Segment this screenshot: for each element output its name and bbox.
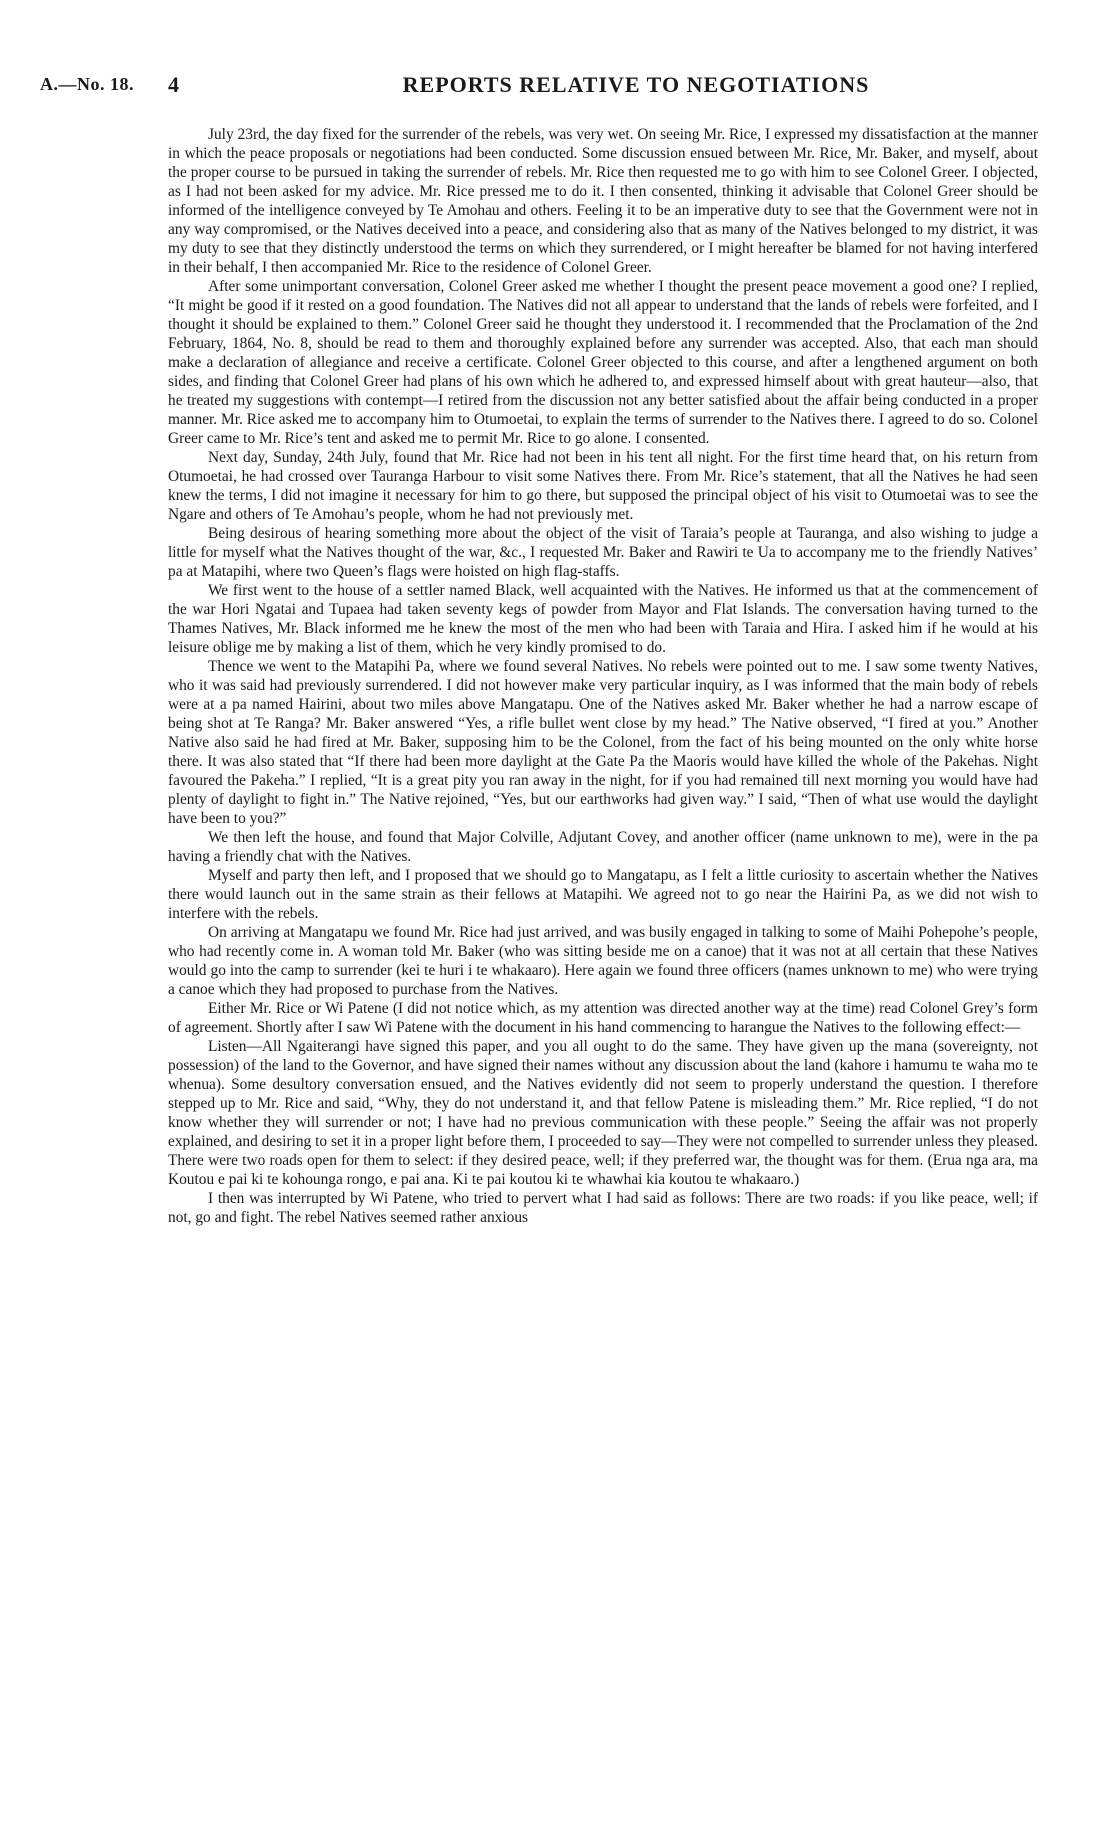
paragraph: Next day, Sunday, 24th July, found that Mr. Rice had not been in his tent all night. For the first time heard that, on his return from Otumoetai, he had crossed over Tauranga Harbour to visit some Natives there. From Mr. Rice’s statement, that all the Natives he had seen knew the terms, I did not imagine it necessary for him to go there, but supposed the principal object of his visit to Otumoetai was to see the Ngare and others of Te Amohau’s people, whom he had not previously met.: [168, 449, 1038, 523]
running-title: REPORTS RELATIVE TO NEGOTIATIONS: [402, 72, 870, 97]
page-number: 4: [168, 72, 179, 97]
paragraph: On arriving at Mangatapu we found Mr. Rice had just arrived, and was busily engaged in talking to some of Maihi Pohepohe’s people, who had recently come in. A woman told Mr. Baker (who was sitting beside me on a canoe) that it was not at all certain that these Natives would go into the camp to surrender (kei te huri i te whakaaro). Here again we found three officers (names unknown to me) who were trying a canoe which they had proposed to purchase from the Natives.: [168, 924, 1038, 998]
paragraph: Either Mr. Rice or Wi Patene (I did not notice which, as my attention was directed another way at the time) read Colonel Grey’s form of agreement. Shortly after I saw Wi Patene with the document in his hand commencing to harangue the Natives to the following effect:—: [168, 1000, 1038, 1036]
paragraph: Thence we went to the Matapihi Pa, where we found several Natives. No rebels were pointed out to me. I saw some twenty Natives, who it was said had previously surrendered. I did not however make very particular inquiry, as I was informed that the main body of rebels were at a pa named Hairini, about two miles above Mangatapu. One of the Natives asked Mr. Baker whether he had a narrow escape of being shot at Te Ranga? Mr. Baker answered “Yes, a rifle bullet went close by my head.” The Native observed, “I fired at you.” Another Native also said he had fired at Mr. Baker, supposing him to be the Colonel, from the fact of his being mounted on the only white horse there. It was also stated that “If there had been more daylight at the Gate Pa the Maoris would have killed the whole of the Pakehas. Night favoured the Pakeha.” I replied, “It is a great pity you ran away in the night, for if you had remained till next morning you would have had plenty of daylight to fight in.” The Native rejoined, “Yes, but our earthworks had given way.” I said, “Then of what use would the daylight have been to you?”: [168, 658, 1038, 827]
paragraph: I then was interrupted by Wi Patene, who tried to pervert what I had said as follows: There are two roads: if you like peace, well; if not, go and fight. The rebel Natives seemed rather anxious: [168, 1190, 1038, 1226]
paragraph: Listen—All Ngaiterangi have signed this paper, and you all ought to do the same. They have given up the mana (sovereignty, not possession) of the land to the Governor, and have signed their names without any discussion about the land (kahore i hamumu te waha mo te whenua). Some desultory conversation ensued, and the Natives evidently did not seem to properly understand the question. I therefore stepped up to Mr. Rice and said, “Why, they do not understand it, and that fellow Patene is misleading them.” Mr. Rice replied, “I do not know whether they will surrender or not; I have had no previous communication with these people.” Seeing the affair was not properly explained, and desiring to set it in a proper light before them, I proceeded to say—They were not compelled to surrender unless they pleased. There were two roads open for them to select: if they desired peace, well; if they preferred war, the thought was for them. (Erua nga ara, ma Koutou e pai ki te kohounga rongo, e pai ana. Ki te pai koutou ki te whawhai kia koutou te whakaaro.): [168, 1038, 1038, 1188]
paragraph: Myself and party then left, and I proposed that we should go to Mangatapu, as I felt a little curiosity to ascertain whether the Natives there would launch out in the same strain as their fellows at Matapihi. We agreed not to go near the Hairini Pa, as we did not wish to interfere with the rebels.: [168, 867, 1038, 922]
paragraph: After some unimportant conversation, Colonel Greer asked me whether I thought the present peace movement a good one? I replied, “It might be good if it rested on a good foundation. The Natives did not all appear to understand that the lands of rebels were forfeited, and I thought it should be explained to them.” Colonel Greer said he thought they understood it. I recommended that the Proclamation of the 2nd February, 1864, No. 8, should be read to them and thoroughly explained before any surrender was accepted. Also, that each man should make a declaration of allegiance and receive a certificate. Colonel Greer objected to this course, and after a lengthened argument on both sides, and finding that Colonel Greer had plans of his own which he adhered to, and expressed himself about with great hauteur—also, that he treated my suggestions with contempt—I retired from the discussion not any better satisfied about the affair being conducted in a proper manner. Mr. Rice asked me to accompany him to Otumoetai, to explain the terms of surrender to the Natives there. I agreed to do so. Colonel Greer came to Mr. Rice’s tent and asked me to permit Mr. Rice to go alone. I consented.: [168, 278, 1038, 447]
paragraph: We first went to the house of a settler named Black, well acquainted with the Natives. He informed us that at the commencement of the war Hori Ngatai and Tupaea had taken seventy kegs of powder from Mayor and Flat Islands. The conversation having turned to the Thames Natives, Mr. Black informed me he knew the most of the men who had been with Taraia and Hira. I asked him if he would at his leisure oblige me by making a list of them, which he very kindly promised to do.: [168, 582, 1038, 656]
body-text: [168, 125, 1038, 1227]
page-header: [40, 74, 1074, 104]
paragraph: We then left the house, and found that Major Colville, Adjutant Covey, and another officer (name unknown to me), were in the pa having a friendly chat with the Natives.: [168, 829, 1038, 865]
paragraph: Being desirous of hearing something more about the object of the visit of Taraia’s people at Tauranga, and also wishing to judge a little for myself what the Natives thought of the war, &c., I requested Mr. Baker and Rawiri te Ua to accompany me to the friendly Natives’ pa at Matapihi, where two Queen’s flags were hoisted on high flag-staffs.: [168, 525, 1038, 580]
paragraph: July 23rd, the day fixed for the surrender of the rebels, was very wet. On seeing Mr. Rice, I expressed my dissatisfaction at the manner in which the peace proposals or negotiations had been conducted. Some discussion ensued between Mr. Rice, Mr. Baker, and myself, about the proper course to be pursued in taking the surrender of rebels. Mr. Rice then requested me to go with him to see Colonel Greer. I objected, as I had not been asked for my advice. Mr. Rice pressed me to do it. I then consented, thinking it advisable that Colonel Greer should be informed of the intelligence conveyed by Te Amohau and others. Feeling it to be an imperative duty to see that the Government were not in any way compromised, or the Natives deceived into a peace, and considering also that as many of the Natives belonged to my district, it was my duty to see that they distinctly understood the terms on which they surrendered, or I might hereafter be blamed for not having interfered in their behalf, I then accompanied Mr. Rice to the residence of Colonel Greer.: [168, 126, 1038, 276]
document-reference: A.—No. 18.: [40, 74, 134, 94]
